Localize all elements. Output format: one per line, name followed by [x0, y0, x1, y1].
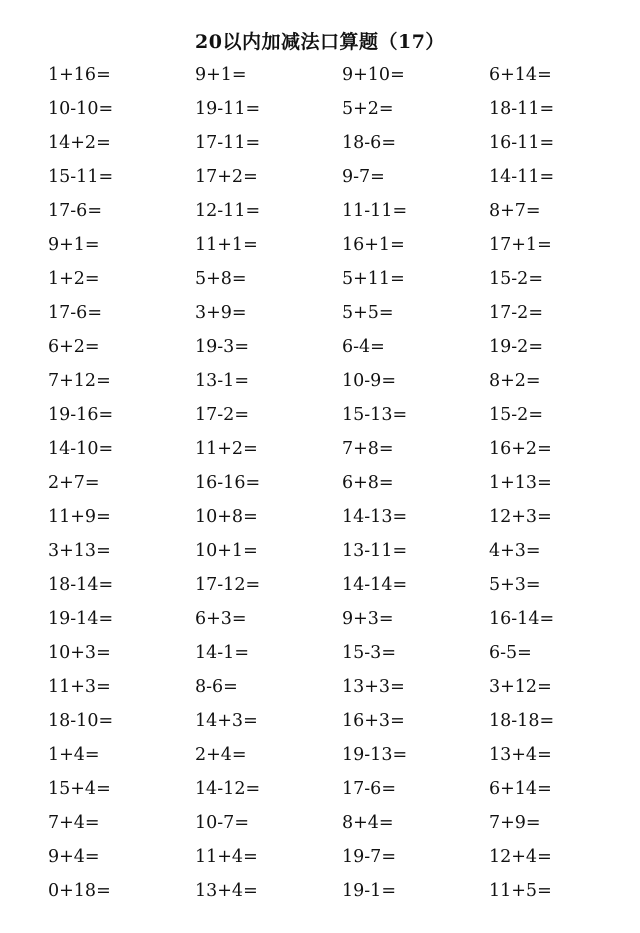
math-problem: 8+7= [489, 201, 541, 221]
math-problem: 11+2= [195, 439, 258, 459]
math-problem: 18-10= [48, 711, 114, 731]
math-problem: 14-10= [48, 439, 114, 459]
math-problem: 15-2= [489, 405, 543, 425]
math-problem: 16+3= [342, 711, 405, 731]
math-problem: 5+8= [195, 269, 247, 289]
math-problem: 16-16= [195, 473, 261, 493]
math-problem: 1+4= [48, 745, 100, 765]
math-problem: 14-13= [342, 507, 408, 527]
math-problem: 10-10= [48, 99, 114, 119]
math-problem: 19-2= [489, 337, 543, 357]
math-problem: 14-11= [489, 167, 555, 187]
math-problem: 18-18= [489, 711, 555, 731]
math-problem: 6+3= [195, 609, 247, 629]
math-problem: 6+2= [48, 337, 100, 357]
math-problem: 14-1= [195, 643, 249, 663]
math-problem: 10+1= [195, 541, 258, 561]
math-problem: 1+13= [489, 473, 552, 493]
math-problem: 17-2= [195, 405, 249, 425]
math-problem: 17+2= [195, 167, 258, 187]
math-problem: 17-12= [195, 575, 261, 595]
math-problem: 14+2= [48, 133, 111, 153]
math-problem: 11-11= [342, 201, 408, 221]
math-problem: 15-2= [489, 269, 543, 289]
math-problem: 9+4= [48, 847, 100, 867]
math-problem: 19-16= [48, 405, 114, 425]
math-problem: 10+3= [48, 643, 111, 663]
math-problem: 11+4= [195, 847, 258, 867]
math-problem: 13+3= [342, 677, 405, 697]
math-problem: 8+2= [489, 371, 541, 391]
math-problem: 6+14= [489, 65, 552, 85]
math-problem: 19-1= [342, 881, 396, 901]
math-problem: 10-9= [342, 371, 396, 391]
math-problem: 10+8= [195, 507, 258, 527]
math-problem: 7+12= [48, 371, 111, 391]
math-problem: 1+2= [48, 269, 100, 289]
math-problem: 6-5= [489, 643, 532, 663]
math-problem: 3+12= [489, 677, 552, 697]
math-problem: 17-6= [342, 779, 396, 799]
math-problem: 11+9= [48, 507, 111, 527]
math-problem: 17-6= [48, 201, 102, 221]
math-problem: 12+3= [489, 507, 552, 527]
math-problem: 14-12= [195, 779, 261, 799]
math-problem: 13+4= [489, 745, 552, 765]
math-problem: 7+4= [48, 813, 100, 833]
math-problem: 19-13= [342, 745, 408, 765]
math-problem: 18-11= [489, 99, 555, 119]
math-problem: 9-7= [342, 167, 385, 187]
math-problem: 6-4= [342, 337, 385, 357]
math-problem: 17+1= [489, 235, 552, 255]
math-problem: 7+8= [342, 439, 394, 459]
math-problem: 9+10= [342, 65, 405, 85]
math-problem: 15-11= [48, 167, 114, 187]
math-problem: 19-11= [195, 99, 261, 119]
math-problem: 18-6= [342, 133, 396, 153]
math-problem: 11+3= [48, 677, 111, 697]
math-problem: 11+1= [195, 235, 258, 255]
math-problem: 15-3= [342, 643, 396, 663]
math-problem: 19-3= [195, 337, 249, 357]
math-problem: 17-2= [489, 303, 543, 323]
math-problem: 8-6= [195, 677, 238, 697]
page-title: 20以内加减法口算题（17） [195, 31, 445, 53]
math-problem: 14-14= [342, 575, 408, 595]
math-problem: 4+3= [489, 541, 541, 561]
math-problem: 6+8= [342, 473, 394, 493]
math-problem: 8+4= [342, 813, 394, 833]
math-problem: 7+9= [489, 813, 541, 833]
math-problem: 9+3= [342, 609, 394, 629]
math-problem: 12-11= [195, 201, 261, 221]
math-problem: 5+5= [342, 303, 394, 323]
math-problem: 16-11= [489, 133, 555, 153]
math-problem: 13+4= [195, 881, 258, 901]
math-problem: 15-13= [342, 405, 408, 425]
math-problem: 13-11= [342, 541, 408, 561]
math-problem: 16-14= [489, 609, 555, 629]
math-problem: 14+3= [195, 711, 258, 731]
math-problem: 19-14= [48, 609, 114, 629]
math-problem: 13-1= [195, 371, 249, 391]
math-problem: 9+1= [195, 65, 247, 85]
math-problem: 16+2= [489, 439, 552, 459]
math-problem: 5+11= [342, 269, 405, 289]
math-problem: 3+13= [48, 541, 111, 561]
math-problem: 3+9= [195, 303, 247, 323]
math-problem: 5+3= [489, 575, 541, 595]
math-problem: 17-11= [195, 133, 261, 153]
math-problem: 12+4= [489, 847, 552, 867]
math-problem: 18-14= [48, 575, 114, 595]
math-problem: 16+1= [342, 235, 405, 255]
problem-grid [48, 61, 608, 911]
math-problem: 17-6= [48, 303, 102, 323]
math-problem: 11+5= [489, 881, 552, 901]
math-problem: 2+4= [195, 745, 247, 765]
math-problem: 5+2= [342, 99, 394, 119]
math-problem: 2+7= [48, 473, 100, 493]
math-problem: 0+18= [48, 881, 111, 901]
math-problem: 6+14= [489, 779, 552, 799]
math-problem: 19-7= [342, 847, 396, 867]
math-problem: 9+1= [48, 235, 100, 255]
math-problem: 1+16= [48, 65, 111, 85]
math-problem: 10-7= [195, 813, 249, 833]
math-problem: 15+4= [48, 779, 111, 799]
